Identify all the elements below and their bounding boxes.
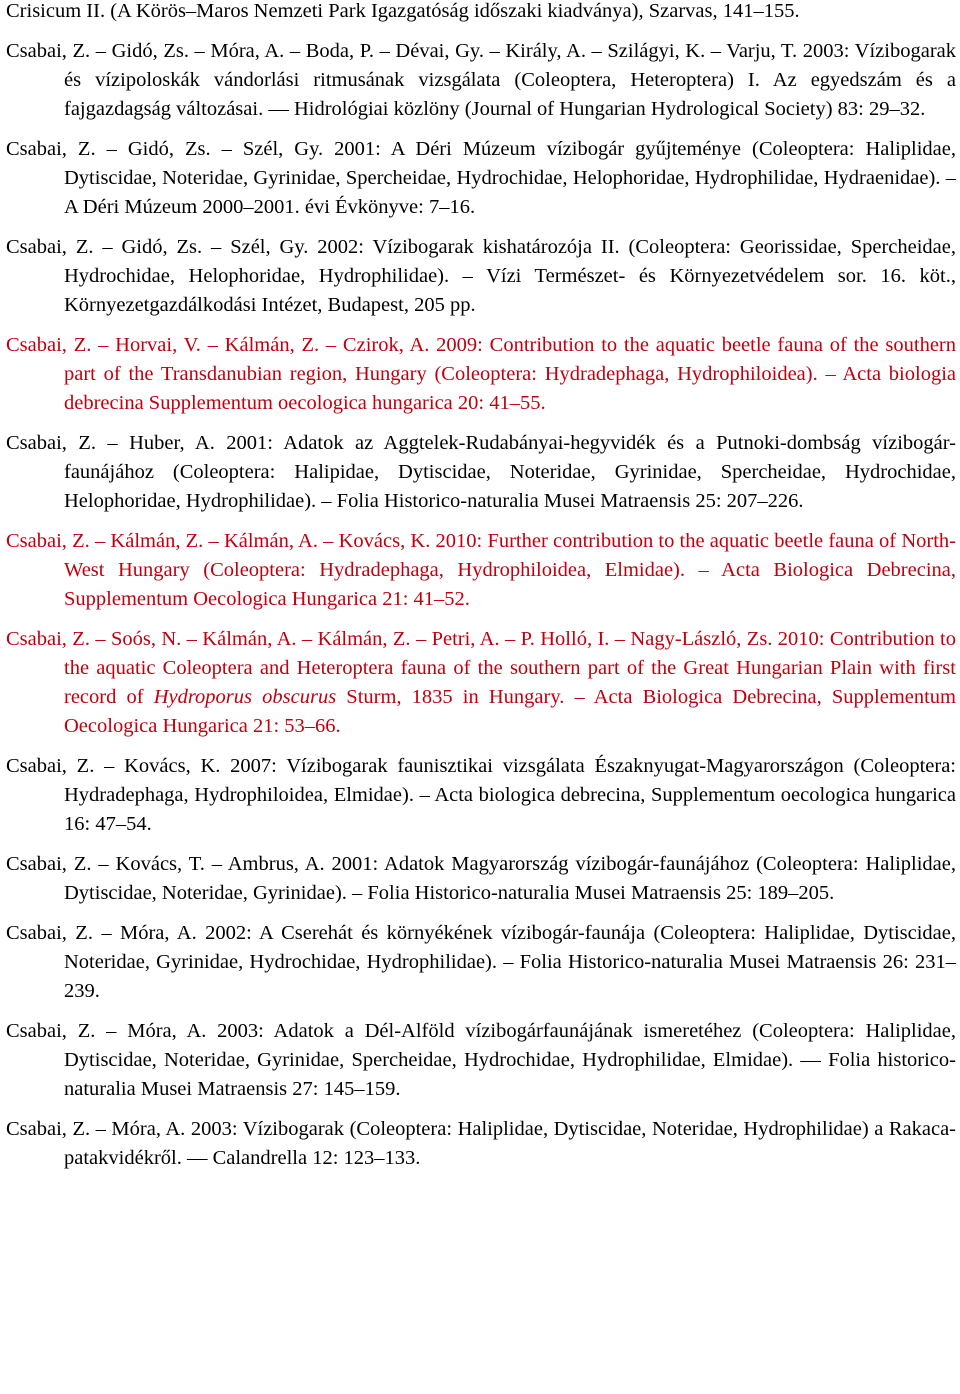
- reference-entry: Crisicum II. (A Körös–Maros Nemzeti Park Igazgatóság időszaki kiadványa), Szarvas, 141–155.: [6, 0, 800, 22]
- reference-entry: Csabai, Z. – Gidó, Zs. – Szél, Gy. 2002: Vízibogarak kishatározója II. (Coleoptera: Georissidae, Spercheidae, Hydrochidae, Helophoridae, Hydrophilidae). – Vízi Természet- és Környezetvédelem sor. 16. köt., Környezetgazdálkodási Intézet, Budapest, 205 pp.: [6, 236, 956, 316]
- reference-entry: Csabai, Z. – Gidó, Zs. – Móra, A. – Boda, P. – Dévai, Gy. – Király, A. – Szilágyi, K. – Varju, T. 2003: Vízibogarak és vízipoloskák vándorlási ritmusának vizsgálata (Coleoptera, Heteroptera) I. Az egyedszám és a fajgazdagság változásai. –– Hidrológiai közlöny (Journal of Hungarian Hydrological Society) 83: 29–32.: [6, 40, 956, 120]
- reference-entry-link[interactable]: Csabai, Z. – Horvai, V. – Kálmán, Z. – Czirok, A. 2009: Contribution to the aquatic beetle fauna of the southern part of the Transdanubian region, Hungary (Coleoptera: Hydradephaga, Hydrophiloidea). – Acta biologia debrecina Supplementum oecologica hungarica 20: 41–55.: [6, 334, 956, 414]
- reference-entry-link[interactable]: Csabai, Z. – Kálmán, Z. – Kálmán, A. – Kovács, K. 2010: Further contribution to the aquatic beetle fauna of North-West Hungary (Coleoptera: Hydradephaga, Hydrophiloidea, Elmidae). – Acta Biologica Debrecina, Supplementum Oecologica Hungarica 21: 41–52.: [6, 530, 956, 610]
- reference-text: Sturm, 1835 in Hungary. – Acta Biologica Debrecina, Supplementum Oecologica Hungarica 21: 53–66.: [64, 686, 957, 737]
- reference-entry: Csabai, Z. – Kovács, T. – Ambrus, A. 2001: Adatok Magyarország vízibogár-faunájához (Coleoptera: Haliplidae, Dytiscidae, Noteridae, Gyrinidae). – Folia Historico-naturalia Musei Matraensis 25: 189–205.: [6, 853, 956, 904]
- species-name: Hydroporus obscurus: [153, 686, 337, 708]
- reference-entry: Csabai, Z. – Huber, A. 2001: Adatok az Aggtelek-Rudabányai-hegyvidék és a Putnoki-dombság vízibogár-faunájához (Coleoptera: Halipidae, Dytiscidae, Noteridae, Gyrinidae, Spercheidae, Hydrochidae, Helophoridae, Hydrophilidae). – Folia Historico-naturalia Musei Matraensis 25: 207–226.: [6, 432, 956, 512]
- reference-entry: Csabai, Z. – Móra, A. 2003: Vízibogarak (Coleoptera: Haliplidae, Dytiscidae, Noteridae, Hydrophilidae) a Rakaca-patakvidékről. –– Calandrella 12: 123–133.: [6, 1118, 956, 1169]
- reference-entry: Csabai, Z. – Kovács, K. 2007: Vízibogarak faunisztikai vizsgálata Északnyugat-Magyarországon (Coleoptera: Hydradephaga, Hydrophiloidea, Elmidae). – Acta biologica debrecina, Supplementum oecologica hungarica 16: 47–54.: [6, 755, 956, 835]
- reference-entry: Csabai, Z. – Móra, A. 2003: Adatok a Dél-Alföld vízibogárfaunájának ismeretéhez (Coleoptera: Haliplidae, Dytiscidae, Noteridae, Gyrinidae, Spercheidae, Hydrochidae, Hydrophilidae, Elmidae). –– Folia historico-naturalia Musei Matraensis 27: 145–159.: [6, 1020, 956, 1100]
- reference-entry: Csabai, Z. – Gidó, Zs. – Szél, Gy. 2001: A Déri Múzeum vízibogár gyűjteménye (Coleoptera: Haliplidae, Dytiscidae, Noteridae, Gyrinidae, Spercheidae, Hydrochidae, Helophoridae, Hydrophilidae, Hydraenidae). – A Déri Múzeum 2000–2001. évi Évkönyve: 7–16.: [6, 138, 956, 218]
- reference-entry: Csabai, Z. – Móra, A. 2002: A Cserehát és környékének vízibogár-faunája (Coleoptera: Haliplidae, Dytiscidae, Noteridae, Gyrinidae, Hydrochidae, Hydrophilidae). – Folia Historico-naturalia Musei Matraensis 26: 231–239.: [6, 922, 956, 1002]
- reference-text: Csabai, Z. – Soós, N. – Kálmán, A. – Kálmán, Z. – Petri, A. – P. Holló, I. – Nagy-László, Zs. 2010: Contribution to the aquatic Coleoptera and Heteroptera fauna of the southern part of the Great Hungarian Plain with first record of: [6, 628, 956, 708]
- reference-entry-link[interactable]: [6, 625, 956, 741]
